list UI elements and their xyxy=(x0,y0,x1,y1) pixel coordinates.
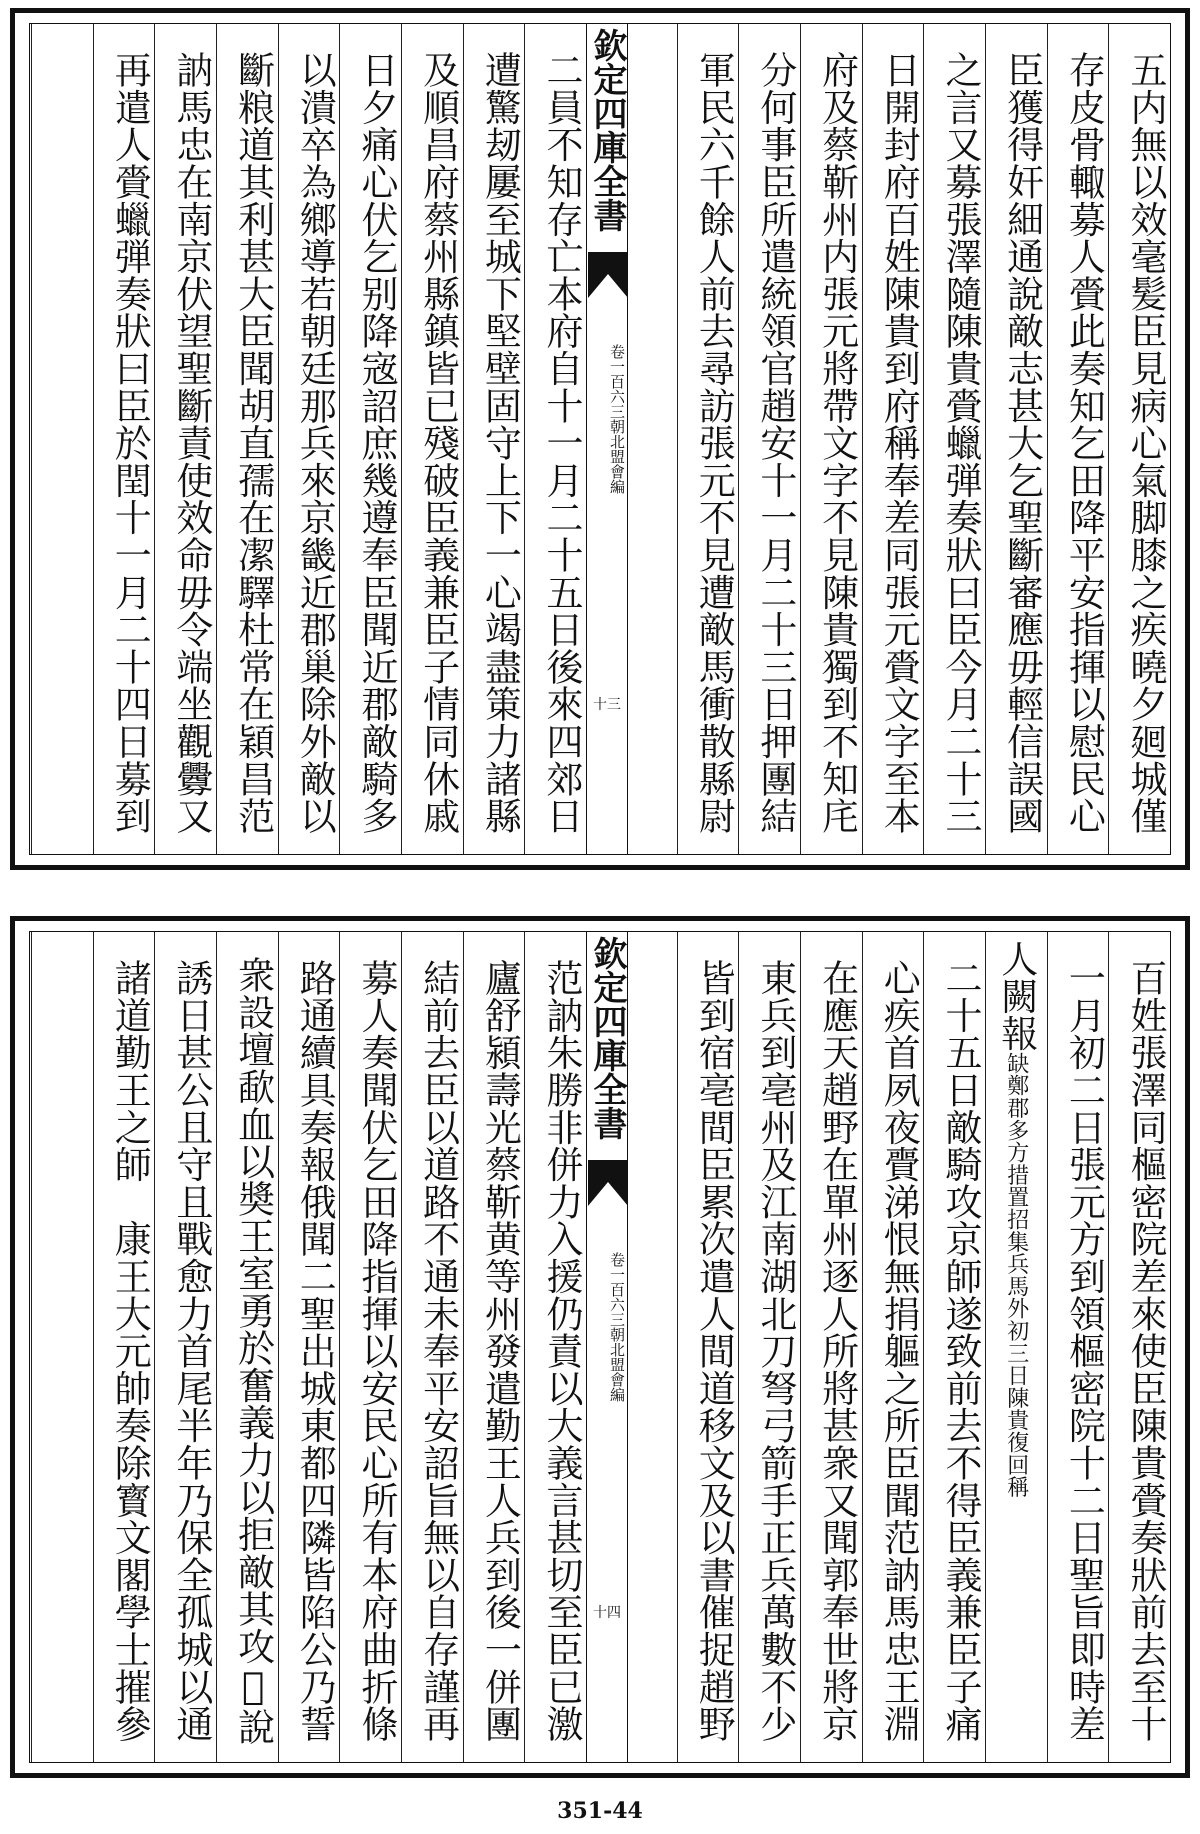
volume-number: 卷一百六 xyxy=(608,344,626,404)
lower-page-frame xyxy=(29,931,1171,1763)
lower-right-half xyxy=(614,932,1170,1762)
upper-page xyxy=(10,8,1190,870)
fishtail-mark-icon xyxy=(588,1160,628,1206)
text-column: 臣獲得奸細通說敵志甚大乞聖斷審應毋輕信誤國 xyxy=(985,24,1047,854)
leaf-number: 十四 xyxy=(593,1605,621,1621)
text-column: 東兵到亳州及江南湖北刀弩弓箭手正兵萬數不少 xyxy=(738,932,800,1762)
volume-number: 卷一百六 xyxy=(608,1252,626,1312)
text-column: 路通續具奏報俄聞二聖出城東都四隣皆陷公乃誓 xyxy=(278,932,340,1762)
text-column: 之言又募張澤隨陳貴賫蠟弾奏狀曰臣今月二十三 xyxy=(923,24,985,854)
book-title: 欽定四庫全書 xyxy=(587,936,627,1140)
text-column: 斷粮道其利甚大臣聞胡直孺在㓗驛杜常在穎昌范 xyxy=(216,24,278,854)
text-column: 軍民六千餘人前去尋訪張元不見遭敵馬衝散縣尉 xyxy=(677,24,739,854)
text-column: 二員不知存亡本府自十一月二十五日後來四郊日 xyxy=(524,24,586,854)
text-column: 五内無以效毫髪臣見病心氣脚膝之疾曉夕𢌞城僅 xyxy=(1108,24,1170,854)
text-column xyxy=(985,932,1047,1762)
text-column: 皆到宿亳間臣累次遣人間道移文及以書催捉趙野 xyxy=(677,932,739,1762)
text-column: 百姓張澤同樞密院差來使臣陳貴賫奏狀前去至十 xyxy=(1108,932,1170,1762)
text-column: 范訥朱勝非併力入援仍責以大義言甚切至臣已激 xyxy=(524,932,586,1762)
text-column: 日夕痛心伏乞别降宼詔庶幾遵奉臣聞近郡敵騎多 xyxy=(339,24,401,854)
upper-left-half xyxy=(30,24,586,854)
fishtail-mark-icon xyxy=(588,252,628,298)
text-column xyxy=(31,932,93,1762)
text-column: 募人奏聞伏乞田降指揮以安民心所有本府曲折條 xyxy=(339,932,401,1762)
lower-left-half xyxy=(30,932,586,1762)
text-column: 一月初二日張元方到領樞密院十二日聖旨即時差 xyxy=(1047,932,1109,1762)
center-gutter xyxy=(586,932,628,1762)
text-column: 心疾首夙夜賷涕恨無捐軀之所臣聞范訥馬忠王淵 xyxy=(862,932,924,1762)
upper-page-frame xyxy=(29,23,1171,855)
volume-title: 三朝北盟會編 xyxy=(608,1312,626,1402)
text-column: 分何事臣所遣統領官趙安十一月二十三日押團結 xyxy=(738,24,800,854)
text-column-main: 人闕報 xyxy=(994,940,1038,1052)
text-column: 日開封府百姓陳貴到府稱奉差同張元賫文字至本 xyxy=(862,24,924,854)
volume-label xyxy=(587,1252,627,1402)
center-gutter xyxy=(586,24,628,854)
text-column: 以潰卒為鄉導若朝廷那兵來京畿近郡巢除外敵以 xyxy=(278,24,340,854)
volume-title: 三朝北盟會編 xyxy=(608,404,626,494)
text-column: 遭驚刼屢至城下堅壁固守上下一心竭盡䇿力諸縣 xyxy=(463,24,525,854)
lower-page xyxy=(10,916,1190,1778)
text-column: 再遣人賫蠟弾奏狀曰臣於閏十一月二十四日募到 xyxy=(93,24,155,854)
text-column: 衆設壇歃血以奬王室勇於奮義力以拒敵其攻𪧐說 xyxy=(216,932,278,1762)
text-column: 訥馬忠在南京伏望聖斷責使效命毋令端坐觀釁又 xyxy=(154,24,216,854)
text-column: 存皮骨輙募人賫此奏知乞田降平安指揮以慰民心 xyxy=(1047,24,1109,854)
text-column: 誘日甚公且守且戰愈力首尾半年乃保全孤城以通 xyxy=(154,932,216,1762)
text-column: 結前去臣以道路不通未奉平安詔旨無以自存謹再 xyxy=(401,932,463,1762)
text-column: 廬舒潁壽光蔡靳黄等州發遣勤王人兵到後一併團 xyxy=(463,932,525,1762)
text-column: 二十五日敵騎攻京師遂致前去不得臣義兼臣子痛 xyxy=(923,932,985,1762)
text-column: 及順昌府蔡州縣鎮皆已殘破臣義兼臣子情同休戚 xyxy=(401,24,463,854)
text-column-note: 缺鄭郡多方措置招集兵馬外初三日陳貴復回稱 xyxy=(1003,1051,1029,1498)
text-column xyxy=(31,24,93,854)
text-column: 諸道勤王之師 康王大元帥奏除寳文閣學士摧參 xyxy=(93,932,155,1762)
page-number: 351-44 xyxy=(557,1798,643,1824)
volume-label xyxy=(587,344,627,494)
leaf-number: 十三 xyxy=(593,697,621,713)
upper-right-half xyxy=(614,24,1170,854)
text-column: 府及蔡靳州内張元將帶文字不見陳貴獨到不知㡯 xyxy=(800,24,862,854)
book-title: 欽定四庫全書 xyxy=(587,28,627,232)
text-column: 在應天趙野在單州逐人所將甚衆又聞郭奉世將京 xyxy=(800,932,862,1762)
